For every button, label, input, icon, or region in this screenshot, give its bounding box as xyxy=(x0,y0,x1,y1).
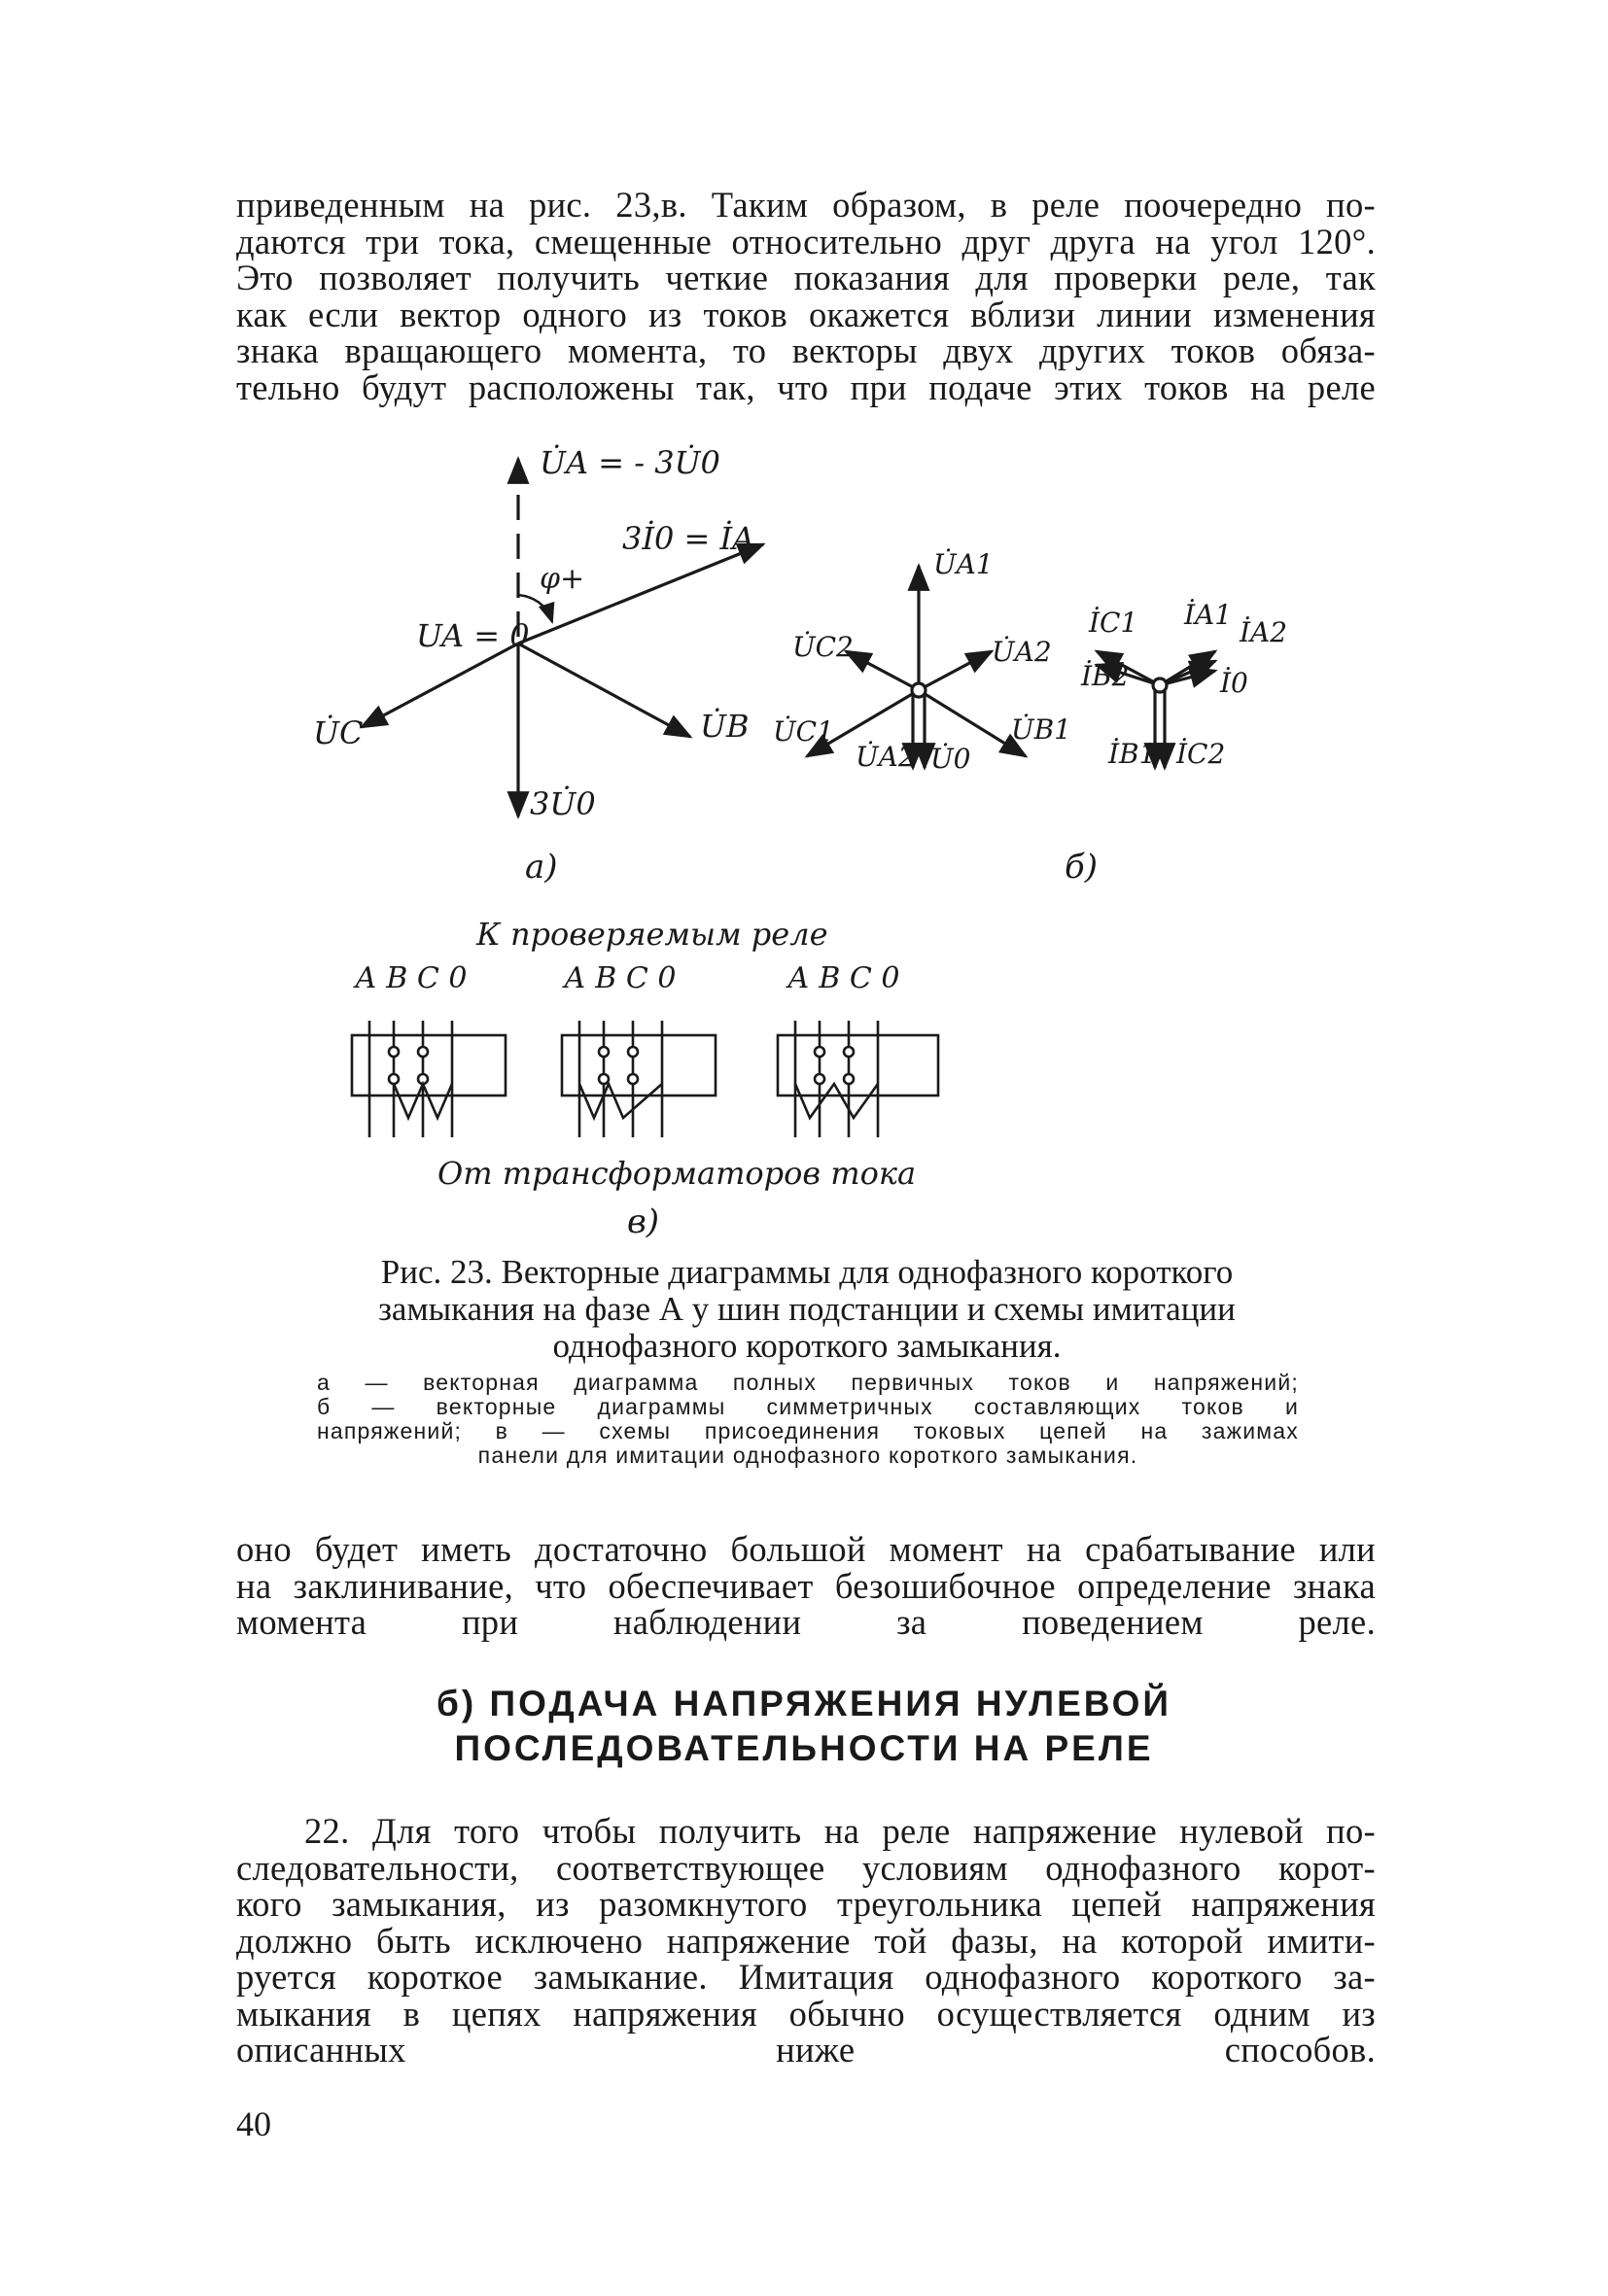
section-heading xyxy=(292,1682,1316,1771)
terminal-letters-3: А В С 0 xyxy=(787,961,900,995)
label-ua-top: U̇A = - 3U̇0 xyxy=(540,444,720,481)
legend-line: напряжений; в — схемы присоединения токовых цепей на зажимах xyxy=(317,1418,1299,1444)
label-uc2: U̇C2 xyxy=(792,631,854,663)
label-ub1: U̇B1 xyxy=(1011,713,1071,746)
label-to-relays: К проверяемым реле xyxy=(476,916,828,953)
page-number: 40 xyxy=(236,2105,271,2143)
legend-line: а — векторная диаграмма полных первичных токов и напряжений; xyxy=(317,1370,1299,1395)
label-ua2: U̇A2 xyxy=(856,741,916,773)
text-line: оно будет иметь достаточно большой момент на срабатывание или xyxy=(236,1529,1376,1569)
caption-b: б) xyxy=(1065,848,1099,887)
caption-a: а) xyxy=(525,848,558,887)
label-ic2: İC2 xyxy=(1176,738,1226,770)
label-u0: U̇0 xyxy=(930,743,971,775)
figure-caption xyxy=(311,1254,1303,1365)
terminal-block-3 xyxy=(778,1021,938,1137)
label-ic1: İC1 xyxy=(1089,607,1138,639)
caption-c: в) xyxy=(627,1202,660,1241)
text-line: мыкания в цепях напряжения обычно осуществляется одним из xyxy=(236,1993,1376,2034)
text-line: как если вектор одного из токов окажется вблизи линии изменения xyxy=(236,294,1376,334)
label-3i0: 3İ0 = İA xyxy=(622,520,755,557)
vector-ub xyxy=(518,644,690,737)
text-line: Это позволяет получить четкие показания для проверки реле, так xyxy=(236,258,1376,297)
label-ua2-right: U̇A2 xyxy=(992,636,1052,668)
label-ia1: İA1 xyxy=(1184,599,1233,631)
label-ua0: UA = 0 xyxy=(416,617,530,654)
text-line: описанных ниже способов. xyxy=(236,2030,1376,2070)
caption-line: однофазного короткого замыкания. xyxy=(552,1327,1062,1365)
text-line: момента при наблюдении за поведением реле. xyxy=(236,1602,1376,1642)
label-phi: φ+ xyxy=(540,562,585,596)
text-line: приведенным на рис. 23,в. Таким образом, в реле поочередно по- xyxy=(236,185,1376,225)
text-line: руется короткое замыкание. Имитация однофазного короткого за- xyxy=(236,1957,1376,1997)
caption-line: Рис. 23. Векторные диаграммы для однофазного короткого xyxy=(380,1253,1234,1291)
label-from-transformers: От трансформаторов тока xyxy=(437,1155,917,1192)
text-line: знака вращающего момента, то векторы двух других токов обяза- xyxy=(236,330,1376,370)
label-3u0: 3U̇0 xyxy=(530,785,596,822)
terminal-letters-1: А В С 0 xyxy=(355,961,468,995)
text-line: должно быть исключено напряжение той фазы, на которой имити- xyxy=(236,1920,1376,1961)
text-line: тельно будут расположены так, что при подаче этих токов на реле xyxy=(236,366,1376,407)
vector-uc xyxy=(362,644,518,727)
label-ub: U̇B xyxy=(700,708,750,745)
text-line: следовательности, соответствующее условиям однофазного корот- xyxy=(236,1847,1376,1888)
label-uc1: U̇C1 xyxy=(773,715,834,748)
label-uc: U̇C xyxy=(313,714,364,751)
heading-line: ПОСЛЕДОВАТЕЛЬНОСТИ НА РЕЛЕ xyxy=(454,1728,1154,1768)
legend-line: б — векторные диаграммы симметричных составляющих токов и xyxy=(317,1394,1299,1419)
text-line: кого замыкания, из разомкнутого треугольника цепей напряжения xyxy=(236,1884,1376,1924)
label-i0: İ0 xyxy=(1220,667,1248,699)
paragraph-22 xyxy=(236,1813,1376,2069)
terminal-block-2 xyxy=(562,1021,716,1137)
text-line: 22. Для того чтобы получить на реле напряжение нулевой по- xyxy=(304,1811,1376,1851)
text-line: на заклинивание, что обеспечивает безошибочное определение знака xyxy=(236,1565,1376,1606)
figure-legend xyxy=(317,1371,1299,1468)
label-ia2: İA2 xyxy=(1240,616,1288,648)
paragraph-middle xyxy=(236,1531,1376,1641)
heading-line: б) ПОДАЧА НАПРЯЖЕНИЯ НУЛЕВОЙ xyxy=(437,1684,1171,1723)
terminal-block-1 xyxy=(352,1021,506,1137)
caption-line: замыкания на фазе А у шин подстанции и схемы имитации xyxy=(378,1290,1236,1328)
legend-line: панели для имитации однофазного короткого замыкания. xyxy=(477,1443,1138,1468)
label-ib1: İB1 xyxy=(1108,738,1157,770)
text-line: даются три тока, смещенные относительно друг друга на угол 120°. xyxy=(236,221,1376,261)
label-ua1: U̇A1 xyxy=(933,548,994,580)
terminal-letters-2: А В С 0 xyxy=(564,961,677,995)
label-ib2: İB2 xyxy=(1081,660,1130,692)
